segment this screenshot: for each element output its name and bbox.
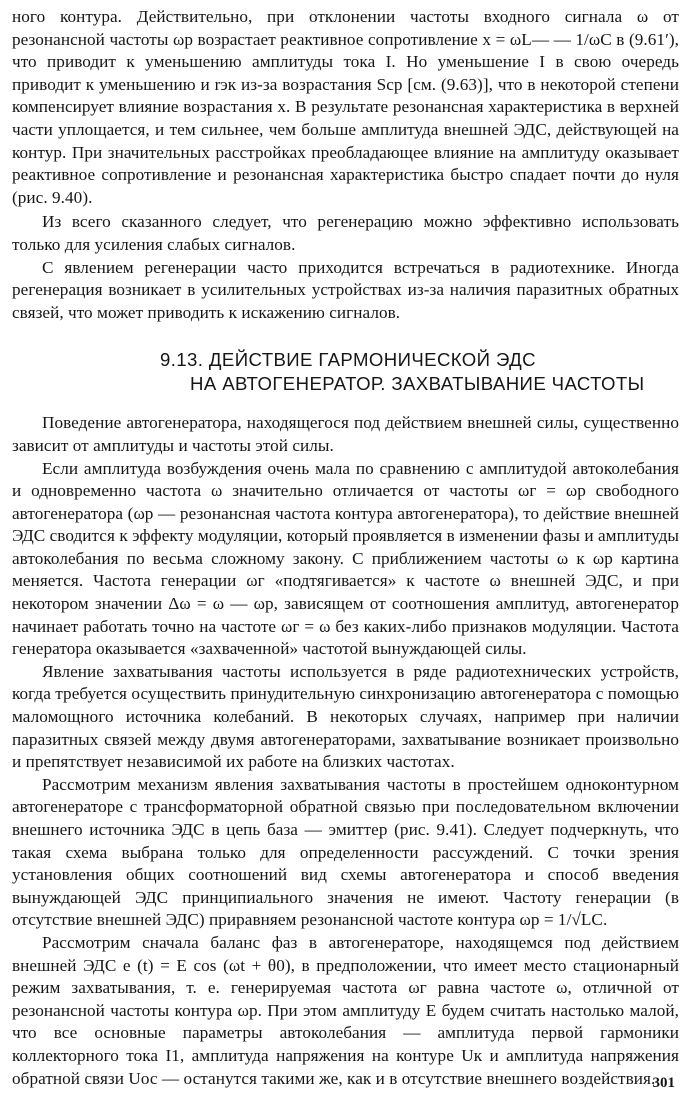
paragraph-phase-balance: Рассмотрим сначала баланс фаз в автогенераторе, находящемся под действием внешней ЭДС e (t) = E cos (ωt + θ0), в предположении, что имеет место стационарный режим захватывания, т. е. генерируемая частота ωг равна частоте ω, отличной от резонансной частоты контура ωр. При этом амплитуду E будем считать настолько малой, что все основные параметры автоколебания — амплитуда первой гармоники коллекторного тока I1, амплитуда напряжения на контуре Uк и амплитуда напряжения обратной связи Uос — останутся такими же, как и в отсутствие внешнего воздействия. — [12, 932, 679, 1088]
section-heading-line2: НА АВТОГЕНЕРАТОР. ЗАХВАТЫВАНИЕ ЧАСТОТЫ — [190, 373, 645, 395]
paragraph-modulation-effect: Если амплитуда возбуждения очень мала по сравнению с амплитудой автоколебания и одновременно частота ω значительно отличается от частоты ωг = ωр свободного автогенератора (ωр — резонансная частота контура автогенератора), то действие внешней ЭДС сводится к эффекту модуляции, который проявляется в изменении фазы и амплитуды автоколебания по весьма сложному закону. С приближением частоты ω к ωр картина меняется. Частота генерации ωг «подтягивается» к частоте ω внешней ЭДС, и при некотором значении Δω = ω — ωр, зависящем от соотношения амплитуд, автогенератор начинает работать точно на частоте ωг = ω без каких-либо признаков модуляции. Частота генератора оказывается «захваченной» частотой вынуждающей силы. — [12, 458, 679, 659]
paragraph-capture-mechanism: Рассмотрим механизм явления захватывания частоты в простейшем одноконтурном автогенераторе с трансформаторной обратной связью при последовательном включении внешнего источника ЭДС в цепь база — эмиттер (рис. 9.41). Следует подчеркнуть, что такая схема выбрана только для определенности рассуждений. С точки зрения установления общих соотношений вид схемы автогенератора и способ введения вынуждающей ЭДС принципиального значения не имеют. Частоту генерации (в отсутствие внешней ЭДС) приравняем резонансной частоте контура ωр = 1/√LC. — [12, 774, 679, 930]
paragraph-capture-usage: Явление захватывания частоты используется в ряде радиотехнических устройств, когда требуется осуществить принудительную синхронизацию автогенератора с помощью маломощного источника колебаний. В некоторых случаях, например при наличии паразитных связей между двумя автогенераторами, захватывание возникает произвольно и препятствует независимой их работе на близких частотах. — [12, 661, 679, 772]
book-page — [12, 6, 679, 1090]
paragraph-regeneration-conclusion: Из всего сказанного следует, что регенерацию можно эффективно использовать только для усиления слабых сигналов. — [12, 212, 679, 254]
paragraph-continuation: ного контура. Действительно, при отклонении частоты входного сигнала ω от резонансной частоты ωр возрастает реактивное сопротивление x = ωL— — 1/ωC в (9.61′), что приводит к уменьшению амплитуды тока I. Но уменьшение I в свою очередь приводит к уменьшению и rэк из-за возрастания Sср [см. (9.63)], что в некоторой степени компенсирует влияние возрастания x. В результате резонансная характеристика в верхней части уплощается, и тем сильнее, чем больше амплитуда внешней ЭДС, действующей на контур. При значительных расстройках преобладающее влияние на амплитуду оказывает реактивное сопротивление и резонансная характеристика быстро спадает почти до нуля (рис. 9.40). — [12, 7, 679, 207]
paragraph-autogenerator-behavior: Поведение автогенератора, находящегося под действием внешней силы, существенно зависит от амплитуды и частоты этой силы. — [12, 413, 679, 455]
section-heading — [12, 348, 679, 396]
page-number: 301 — [652, 1075, 675, 1091]
paragraph-regeneration-radiotechnics: С явлением регенерации часто приходится встречаться в радиотехнике. Иногда регенерация возникает в усилительных устройствах из-за наличия паразитных обратных связей, что может приводить к искажению сигналов. — [12, 257, 679, 322]
section-heading-line1: 9.13. ДЕЙСТВИЕ ГАРМОНИЧЕСКОЙ ЭДС — [160, 349, 536, 371]
